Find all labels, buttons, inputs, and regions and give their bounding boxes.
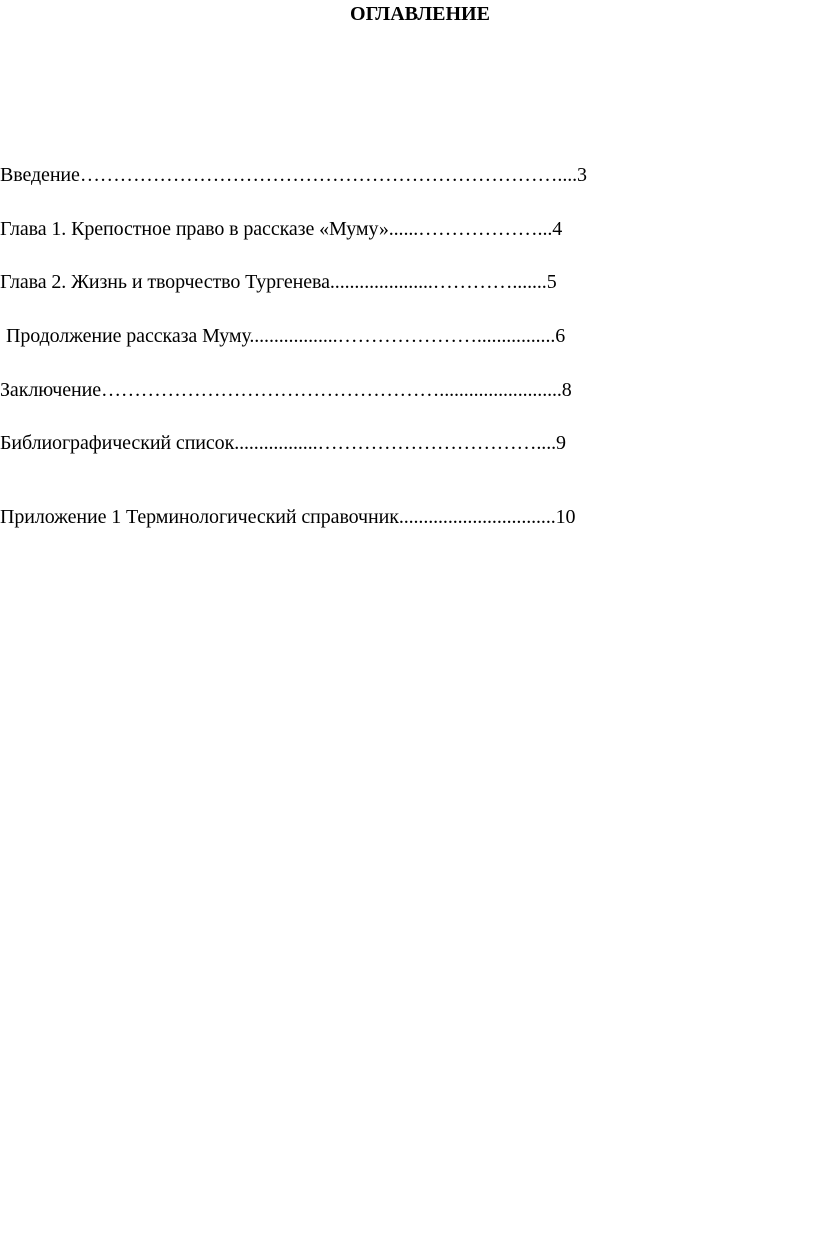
toc-entry-continuation: Продолжение рассказа Муму..................…………………................6 bbox=[6, 325, 566, 347]
toc-entry-chapter-2: Глава 2. Жизнь и творчество Тургенева.....................………….......5 bbox=[0, 271, 557, 293]
page-title: ОГЛАВЛЕНИЕ bbox=[350, 3, 490, 25]
toc-entry-introduction: Введение………………………………………………………………....3 bbox=[0, 164, 587, 186]
toc-entry-appendix-1: Приложение 1 Терминологический справочник................................10 bbox=[0, 506, 576, 528]
toc-entry-conclusion: Заключение…………………………………………….........................8 bbox=[0, 379, 572, 401]
toc-entry-chapter-1: Глава 1. Крепостное право в рассказе «Муму»......………………...4 bbox=[0, 218, 563, 240]
toc-entry-bibliography: Библиографический список.................……………………………....9 bbox=[0, 432, 566, 454]
